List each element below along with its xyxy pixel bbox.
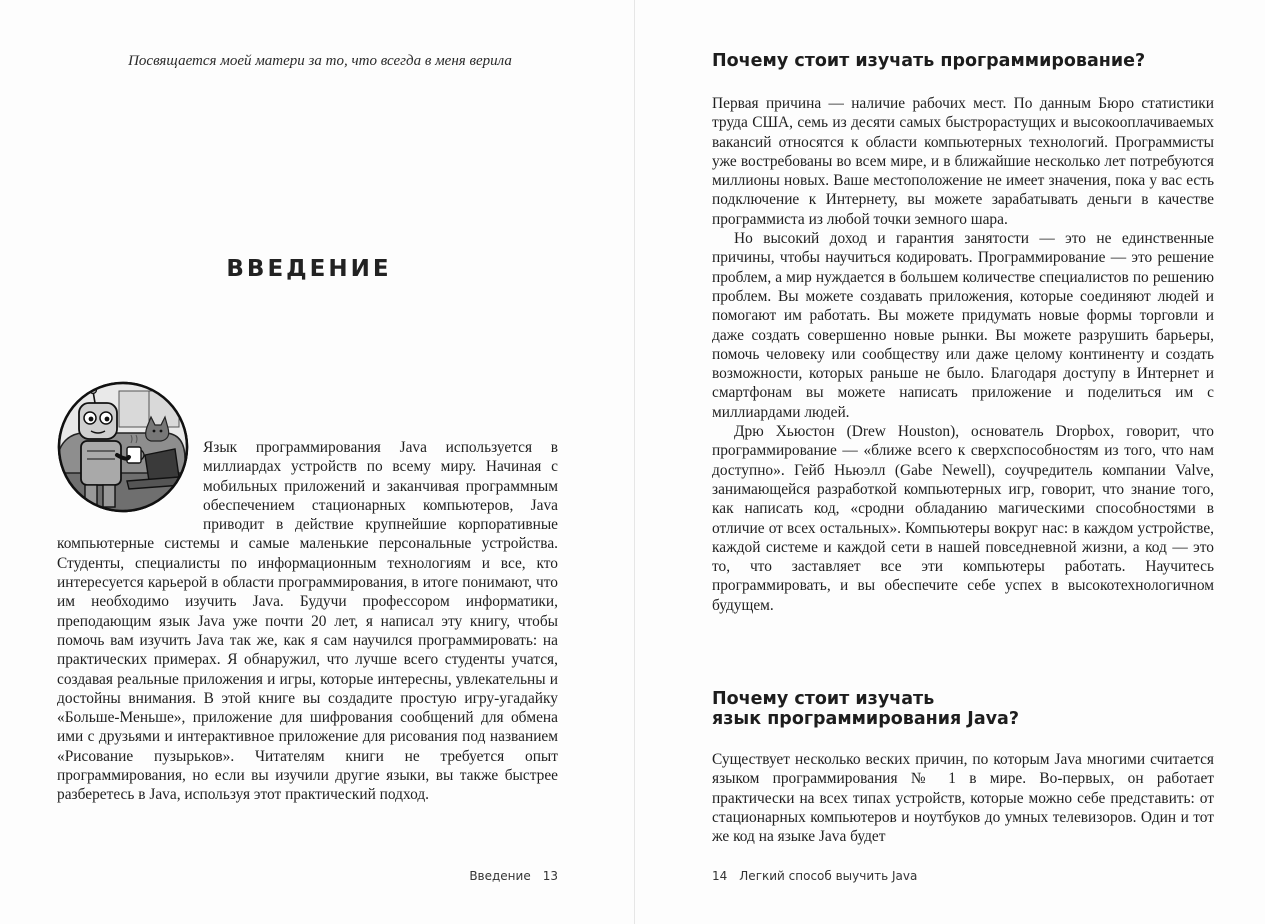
section2-paragraph: Существует несколько веских причин, по которым Java многими считается языком программирования № 1 в мире. Во-первых, он работает практически на всех типах устройств, которые можно себе представить: от стационарных компьютеров и ноутбуков до умных телевизоров. Один и тот же код на языке Java будет	[712, 751, 1214, 846]
section1-paragraph-2: Но высокий доход и гарантия занятости — это не единственные причины, чтобы научиться кодировать. Программирование — это решение проблем, а мир нуждается в большем количестве специалистов по решению проблем. Вы можете создавать приложения, которые соединяют людей и помогают им работать. Вы можете придумать новые формы торговли и даже создать совершенно новые рынки. Вы можете разрушить барьеры, помочь человеку или сообществу или даже целому континенту и создать возможности, которых раньше не было. Благодаря доступу в Интернет и смартфонам вы можете написать приложение и поделиться им с миллиардами людей.	[712, 230, 1214, 421]
intro-paragraph: Язык программирования Java используется в миллиардах устройств по всему миру. Начиная с мобильных приложений и заканчивая программным обеспечением стационарных компьютеров, Java приводит в действие крупнейшие корпоративные компьютерные системы и самые маленькие персональные устройства. Студенты, специалисты по информационным технологиям и все, кто интересуется карьерой в области программирования, в итоге понимают, что им необходимо изучить Java. Будучи профессором информатики, преподающим язык Java уже почти 20 лет, я написал эту книгу, чтобы помочь вам изучить Java так же, как я сам научился программировать: на практических примерах. Я обнаружил, что лучше всего студенты учатся, создавая реальные приложения и игры, которые интересны, увлекательны и достойны внимания. В этой книге вы создадите простую игру-угадайку «Больше-Меньше», приложение для шифрования сообщений для обмена ими с друзьями и интерактивное приложение для рисования под названием «Рисование пузырьков». Читателям книги не требуется опыт программирования, но если вы изучили другие языки, вы также быстрее разберетесь в Java, используя этот практический подход.	[57, 439, 558, 804]
section1-body	[712, 94, 1214, 615]
intro-text-block	[57, 438, 558, 805]
section1-paragraph-1: Первая причина — наличие рабочих мест. По данным Бюро статистики труда США, семь из десяти самых быстрорастущих и высокооплачиваемых вакансий относятся к области компьютерных технологий. Программисты уже востребованы во всем мире, и в ближайшие несколько лет потребуются миллионы новых. Ваше местоположение не имеет значения, пока у вас есть подключение к Интернету, вы можете зарабатывать деньги в качестве программиста из любой точки земного шара.	[712, 95, 1214, 228]
section2-heading-line2: язык программирования Java?	[712, 709, 1019, 729]
illustration-wrap-space	[57, 438, 203, 518]
chapter-title: ВВЕДЕНИЕ	[226, 256, 392, 282]
left-folio-label: Введение	[469, 869, 531, 883]
left-page-number: 13	[542, 869, 558, 883]
section2-body	[712, 750, 1214, 846]
section2-heading-line1: Почему стоит изучать	[712, 689, 935, 709]
left-folio	[469, 869, 558, 883]
right-page-number: 14	[712, 869, 728, 883]
dedication: Посвящается моей матери за то, что всегда в меня верила	[128, 53, 512, 69]
right-page	[635, 0, 1265, 924]
right-folio	[712, 869, 917, 883]
right-folio-label: Легкий способ выучить Java	[739, 869, 918, 883]
section1-heading: Почему стоит изучать программирование?	[712, 51, 1146, 71]
section2-heading	[712, 689, 1222, 729]
section1-paragraph-3: Дрю Хьюстон (Drew Houston), основатель Dropbox, говорит, что программирование — «ближе всего к сверхспособностям из того, что нам доступно». Гейб Ньюэлл (Gabe Newell), соучредитель компании Valve, занимающейся разработкой компьютерных игр, говорит, что знание того, как написать код, «сродни обладанию магическими способностями в отличие от всех остальных». Компьютеры вокруг нас: в каждом устройстве, каждой системе и каждой сети в нашей повседневной жизни, а код — это то, что заставляет все эти компьютеры работать. Научитесь программировать, и вы обеспечите себе успех в высокотехнологичном будущем.	[712, 423, 1214, 614]
